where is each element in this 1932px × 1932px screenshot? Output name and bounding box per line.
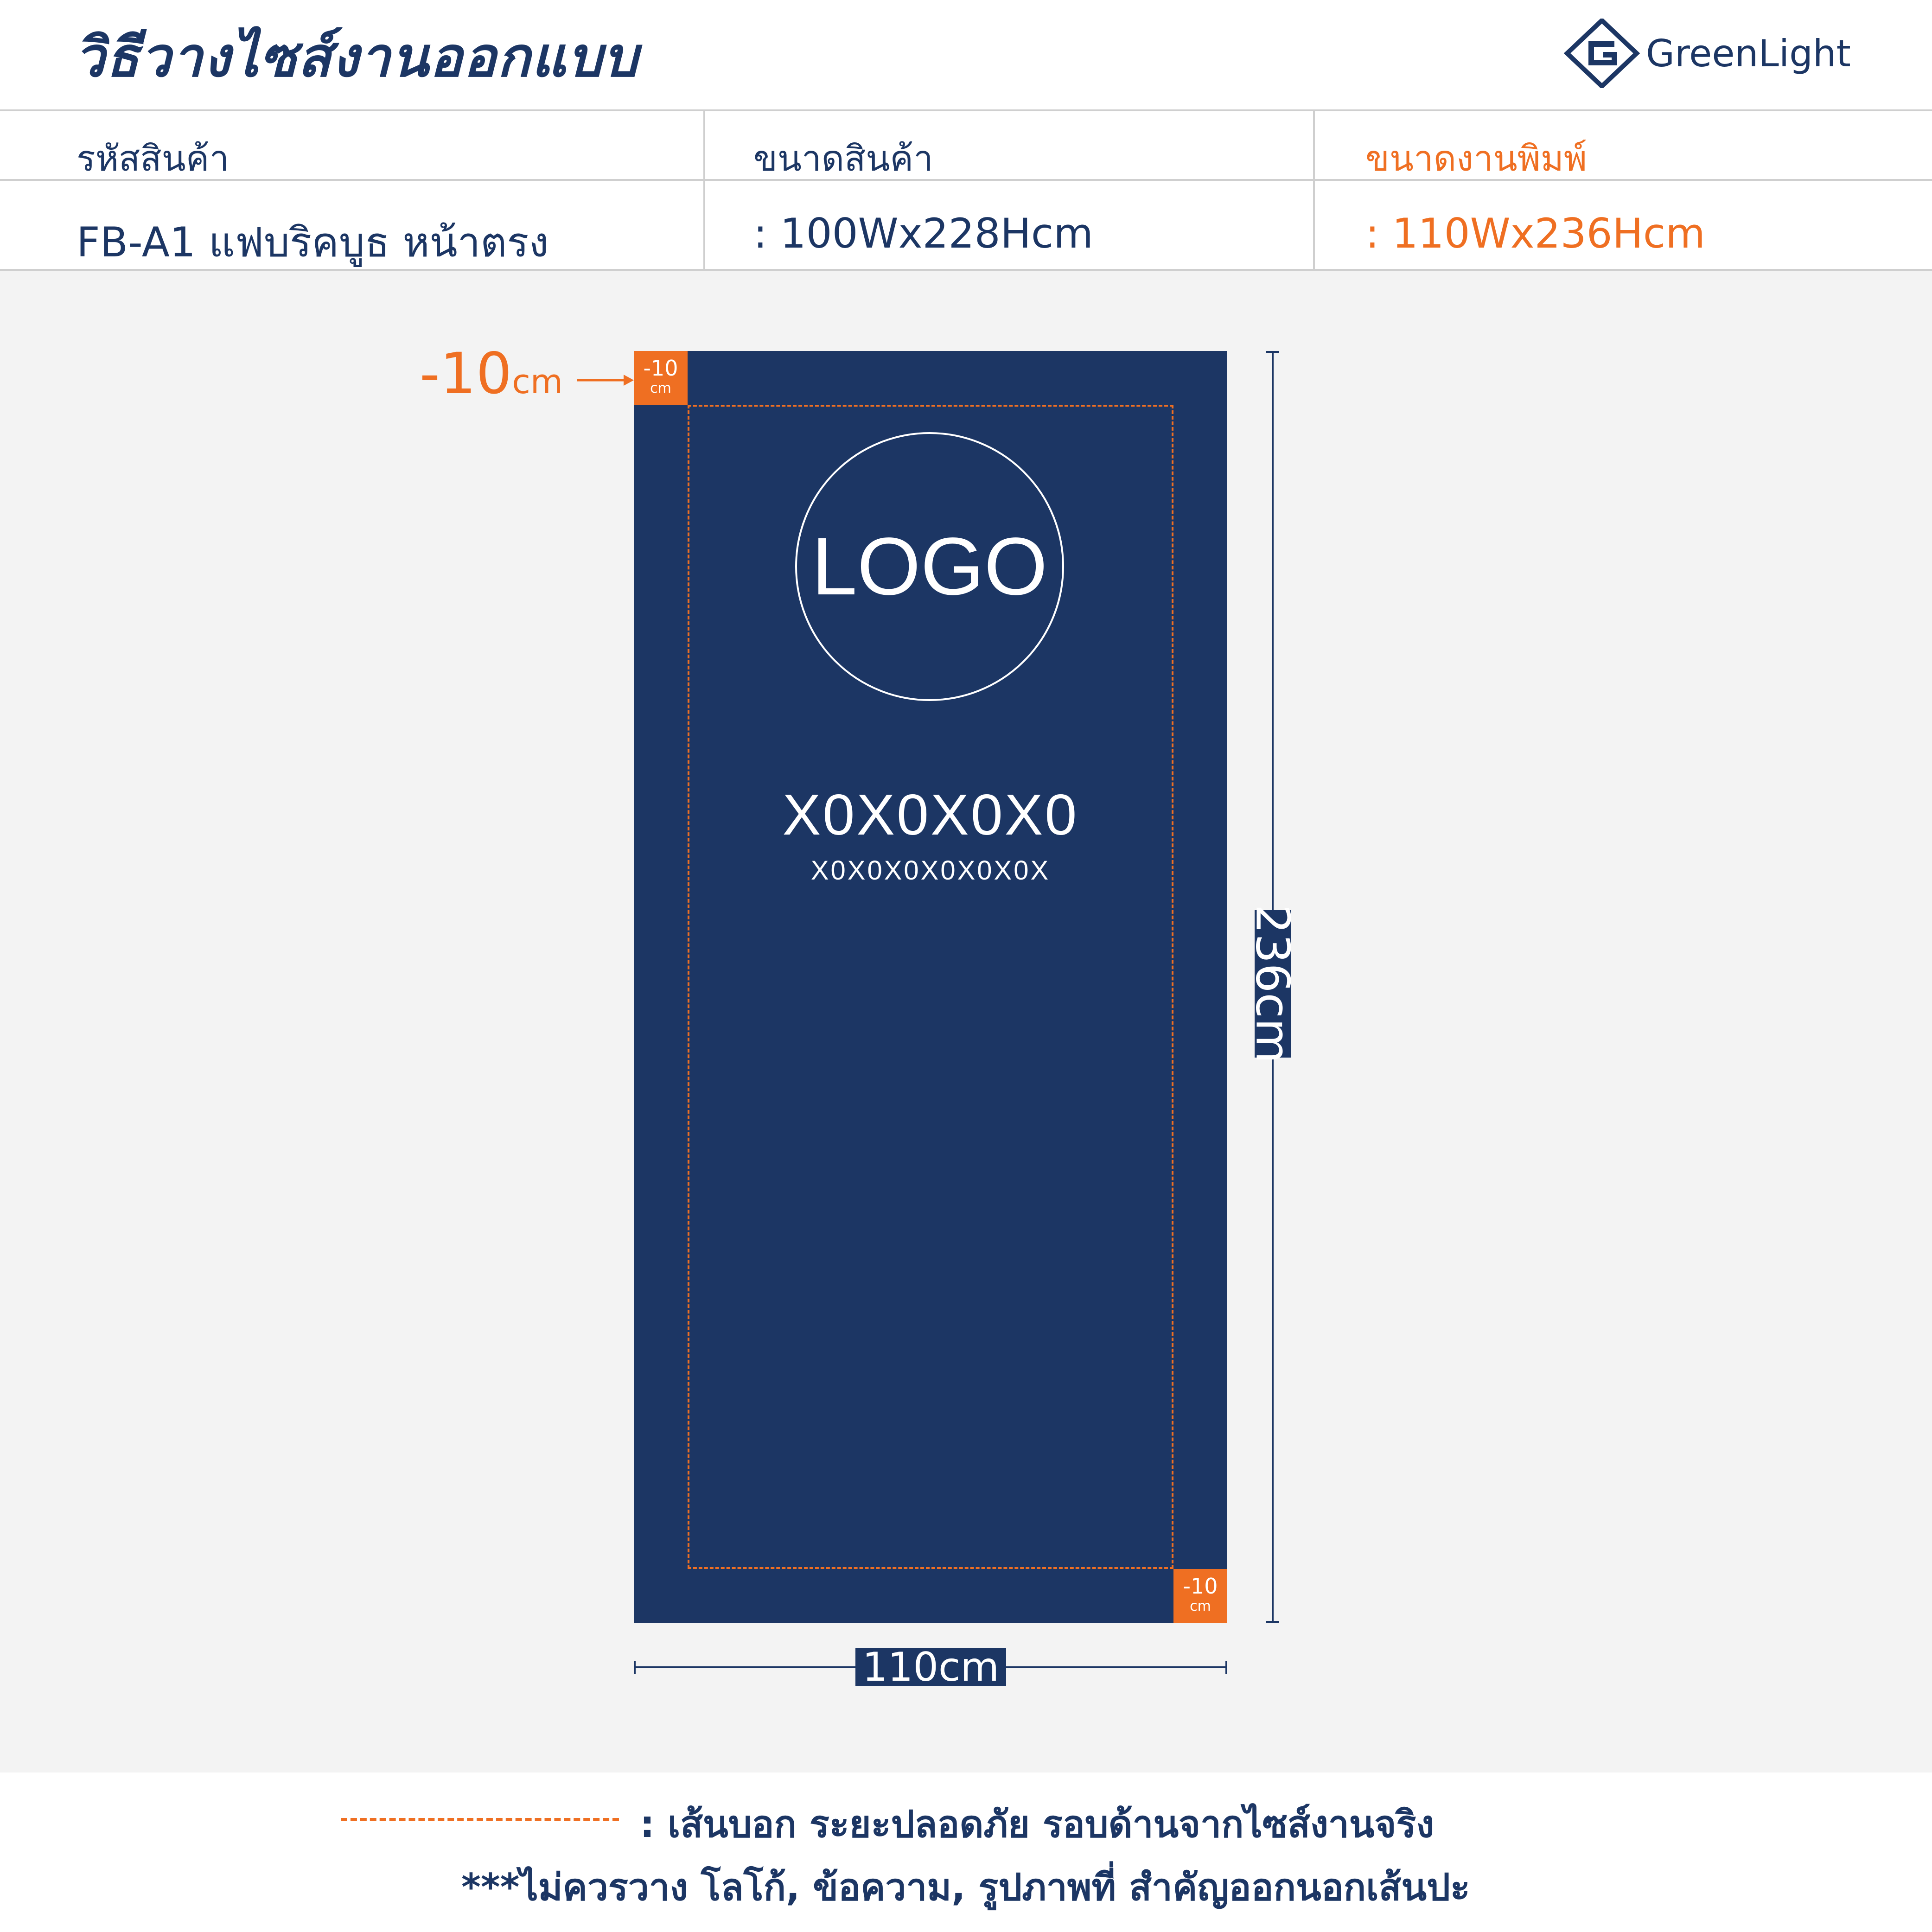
width-dimension-label: 110cm bbox=[855, 1648, 1006, 1686]
corner-tag-unit: cm bbox=[650, 380, 671, 396]
corner-tag-unit: cm bbox=[1190, 1598, 1211, 1614]
greenlight-logo-icon bbox=[1562, 19, 1641, 88]
brand bbox=[1562, 19, 1851, 88]
print-size-value: : 110Wx236Hcm bbox=[1365, 210, 1705, 257]
margin-callout-unit: cm bbox=[512, 362, 563, 401]
product-code-label: รหัสสินค้า bbox=[77, 138, 230, 179]
legend-dashed-line bbox=[341, 1818, 619, 1821]
corner-tag-top-left bbox=[634, 351, 688, 405]
product-size-value: : 100Wx228Hcm bbox=[753, 210, 1093, 257]
column-divider bbox=[703, 111, 705, 269]
legend-footer bbox=[0, 1773, 1932, 1932]
subtext-placeholder: X0X0X0X0X0X0X bbox=[810, 855, 1051, 886]
margin-callout-value: -10 bbox=[420, 341, 512, 407]
print-size-label: ขนาดงานพิมพ์ bbox=[1365, 138, 1587, 179]
page-title: วิธีวางไซส์งานออกแบบ bbox=[74, 25, 639, 89]
corner-tag-value: -10 bbox=[1183, 1574, 1218, 1599]
corner-tag-value: -10 bbox=[643, 356, 678, 381]
headline-placeholder: X0X0X0X0 bbox=[782, 783, 1079, 847]
artboard-print-area bbox=[634, 351, 1227, 1623]
brand-name: GreenLight bbox=[1646, 32, 1851, 75]
legend-description: : เส้นบอก ระยะปลอดภัย รอบด้านจากไซส์งานจริง bbox=[640, 1803, 1435, 1846]
logo-placeholder-circle bbox=[795, 432, 1064, 701]
margin-callout bbox=[420, 341, 563, 407]
arrow-right-icon bbox=[577, 371, 635, 389]
product-code-value: FB-A1 แฟบริคบูธ หน้าตรง bbox=[77, 218, 549, 266]
product-size-label: ขนาดสินค้า bbox=[753, 138, 933, 179]
header bbox=[0, 0, 1932, 111]
column-divider bbox=[1313, 111, 1315, 269]
height-dimension-label: 236cm bbox=[1245, 904, 1300, 1064]
corner-tag-bottom-right bbox=[1173, 1569, 1227, 1623]
row-divider bbox=[0, 179, 1932, 181]
legend-warning: ***ไม่ควรวาง โลโก้, ข้อความ, รูปภาพที่ สำคัญออกนอกเส้นปะ bbox=[461, 1866, 1470, 1909]
product-info-table bbox=[0, 111, 1932, 271]
logo-placeholder-text: LOGO bbox=[811, 521, 1048, 612]
